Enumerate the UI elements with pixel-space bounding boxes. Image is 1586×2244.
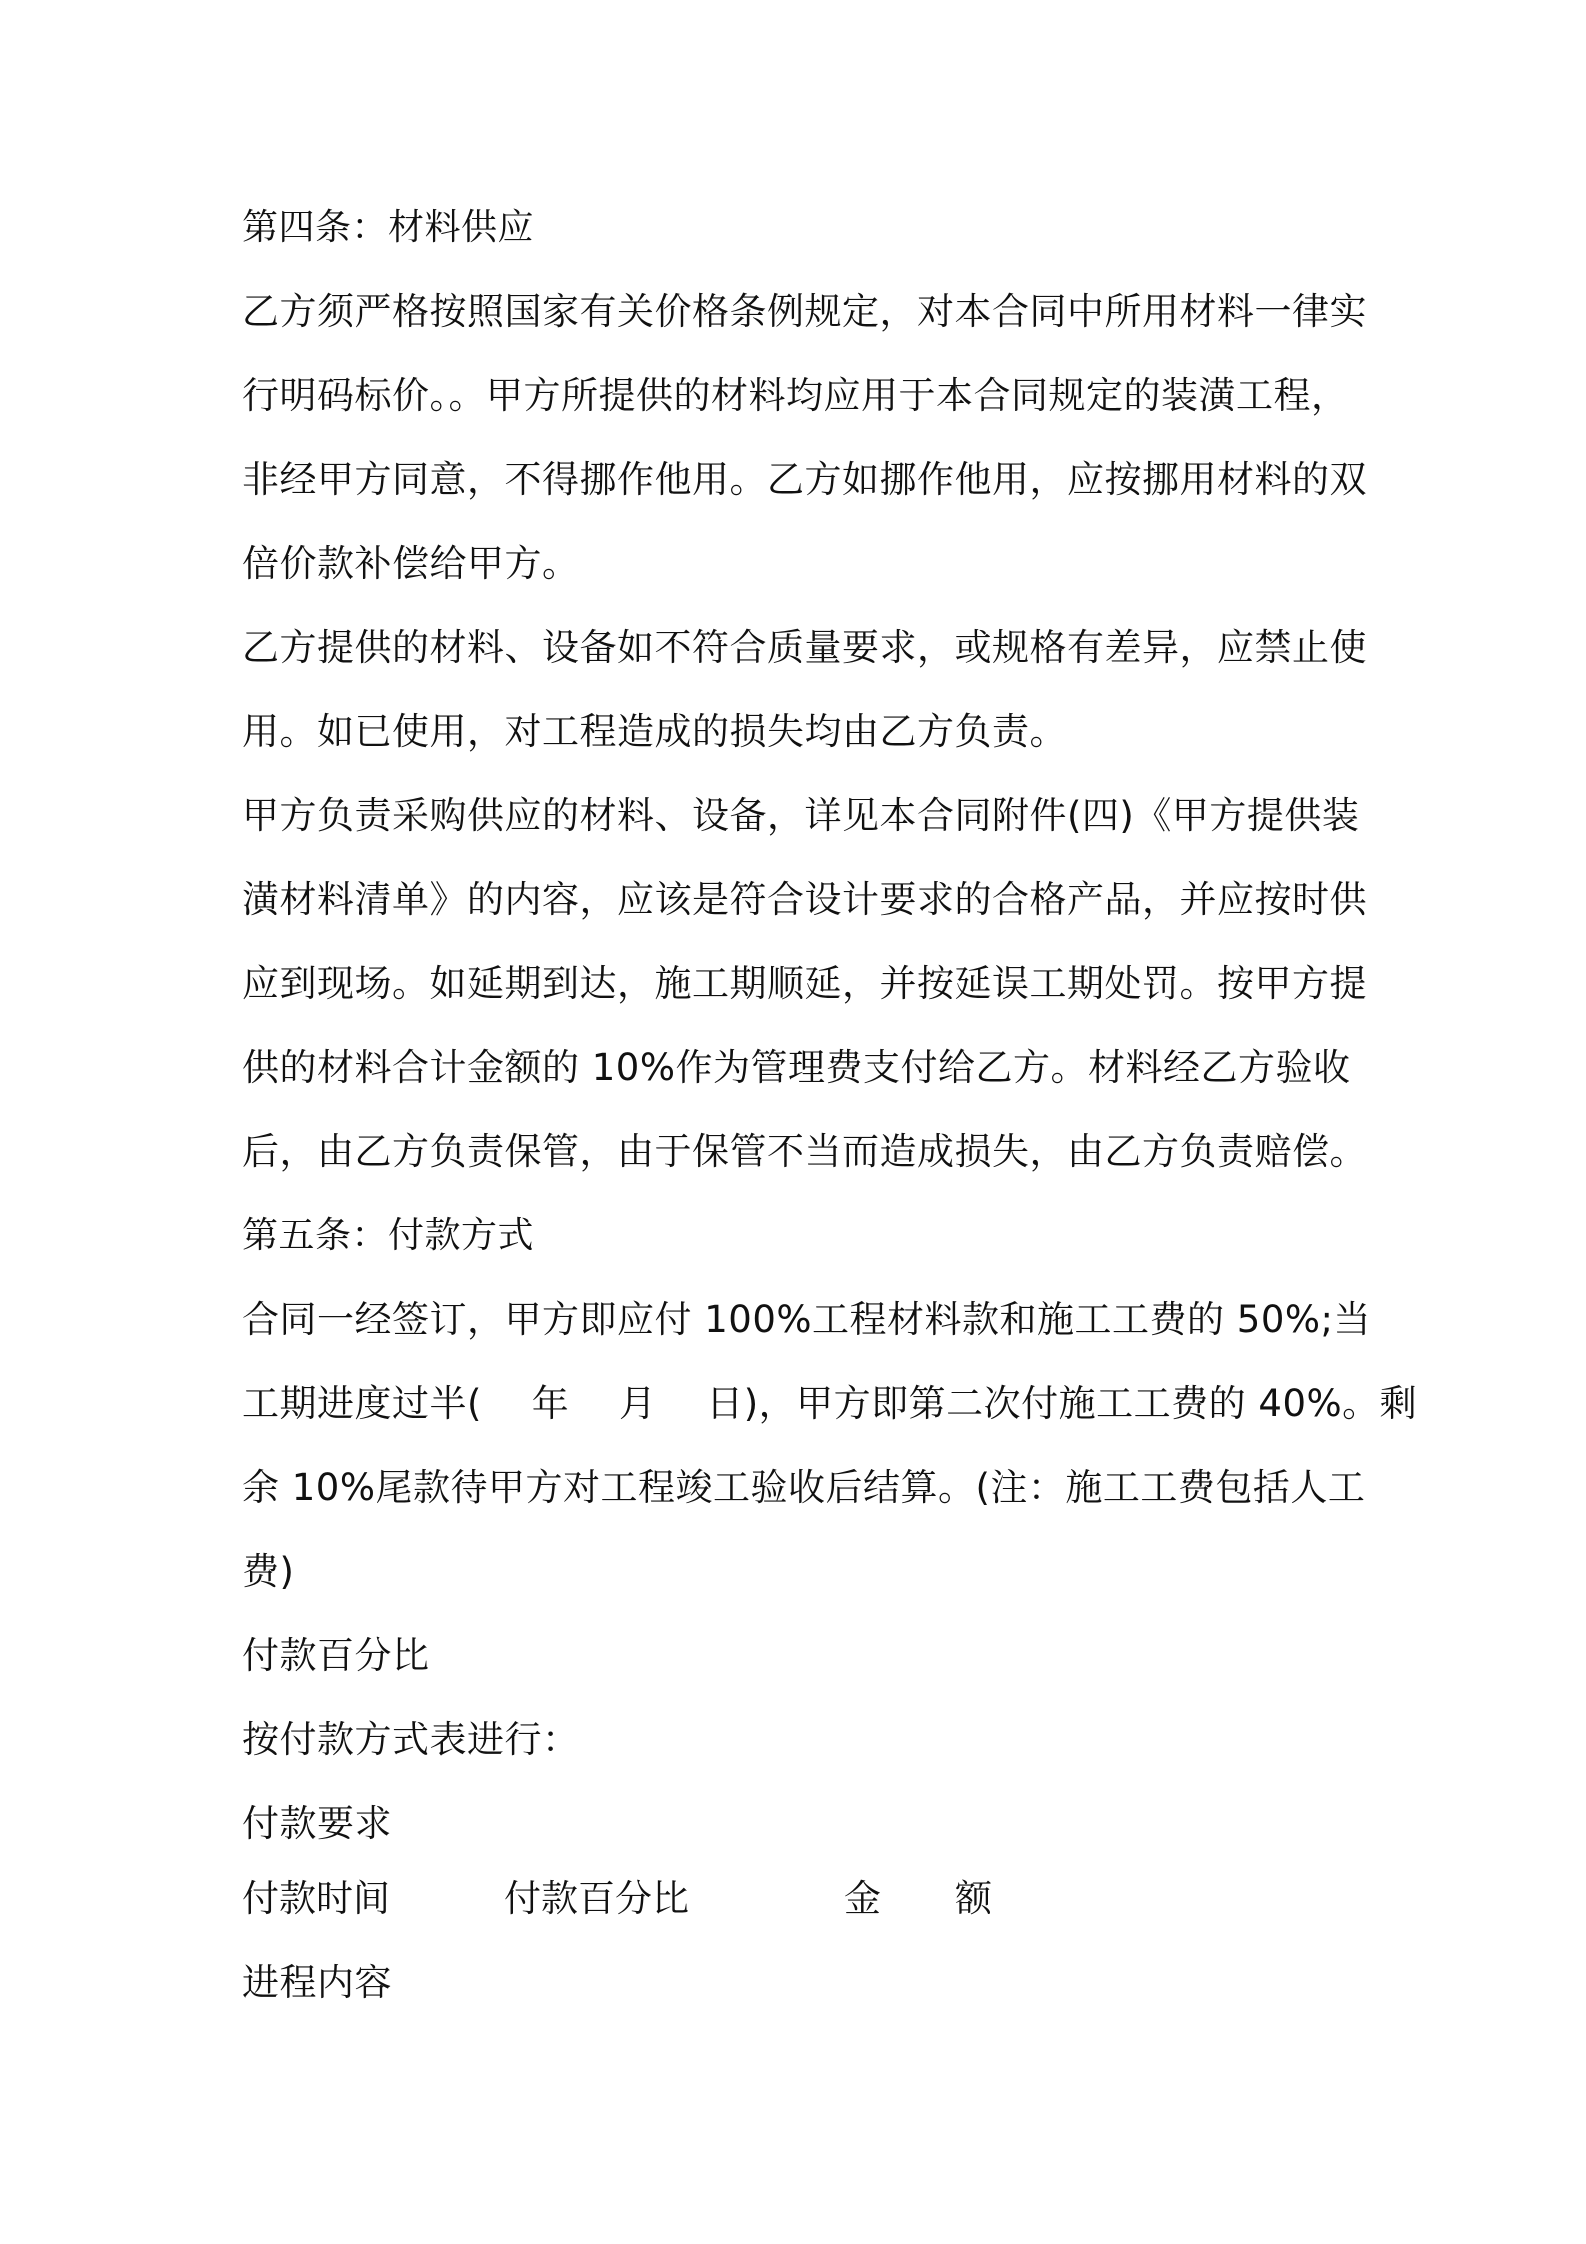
progress-content-label: 进程内容	[242, 1961, 392, 2004]
article-5-para-1-line-4: 费)	[242, 1550, 295, 1593]
article-5-para-1-line-2: 工期进度过半( 年 月 日)，甲方即第二次付施工工费的 40%。剩	[242, 1382, 1418, 1425]
article-4-para-3-line-3: 应到现场。如延期到达，施工期顺延，并按延误工期处罚。按甲方提	[242, 962, 1367, 1005]
article-5-title: 第五条：付款方式	[242, 1215, 535, 1256]
article-4-para-1-line-4: 倍价款补偿给甲方。	[242, 542, 580, 585]
article-4-para-2-line-2: 用。如已使用，对工程造成的损失均由乙方负责。	[242, 710, 1067, 753]
payment-table-header-row	[242, 1876, 1362, 1922]
article-4-para-1-line-2: 行明码标价。。甲方所提供的材料均应用于本合同规定的装潢工程，	[242, 374, 1349, 417]
article-4-para-3-line-5: 后，由乙方负责保管，由于保管不当而造成损失，由乙方负责赔偿。	[242, 1130, 1367, 1173]
header-payment-time: 付款时间	[242, 1877, 390, 1920]
article-5-para-1-line-1: 合同一经签订，甲方即应付 100%工程材料款和施工工费的 50%;当	[242, 1298, 1372, 1341]
article-4-para-3-line-4: 供的材料合计金额的 10%作为管理费支付给乙方。材料经乙方验收	[242, 1046, 1351, 1089]
payment-requirements-label: 付款要求	[242, 1802, 392, 1845]
article-4-para-2-line-1: 乙方提供的材料、设备如不符合质量要求，或规格有差异，应禁止使	[242, 626, 1367, 669]
article-4-para-1-line-3: 非经甲方同意，不得挪作他用。乙方如挪作他用，应按挪用材料的双	[242, 458, 1367, 501]
article-4-para-3-line-1: 甲方负责采购供应的材料、设备，详见本合同附件(四)《甲方提供装	[242, 794, 1360, 837]
article-4-para-3-line-2: 潢材料清单》的内容，应该是符合设计要求的合格产品，并应按时供	[242, 878, 1367, 921]
header-payment-percent: 付款百分比	[504, 1877, 689, 1920]
header-amount: 金 额	[844, 1877, 992, 1920]
article-4-title: 第四条：材料供应	[242, 207, 535, 248]
article-4-para-1-line-1: 乙方须严格按照国家有关价格条例规定，对本合同中所用材料一律实	[242, 290, 1367, 333]
schedule-note: 按付款方式表进行：	[242, 1718, 580, 1761]
payment-percent-label: 付款百分比	[242, 1634, 430, 1677]
article-5-para-1-line-3: 余 10%尾款待甲方对工程竣工验收后结算。(注：施工工费包括人工	[242, 1466, 1366, 1509]
